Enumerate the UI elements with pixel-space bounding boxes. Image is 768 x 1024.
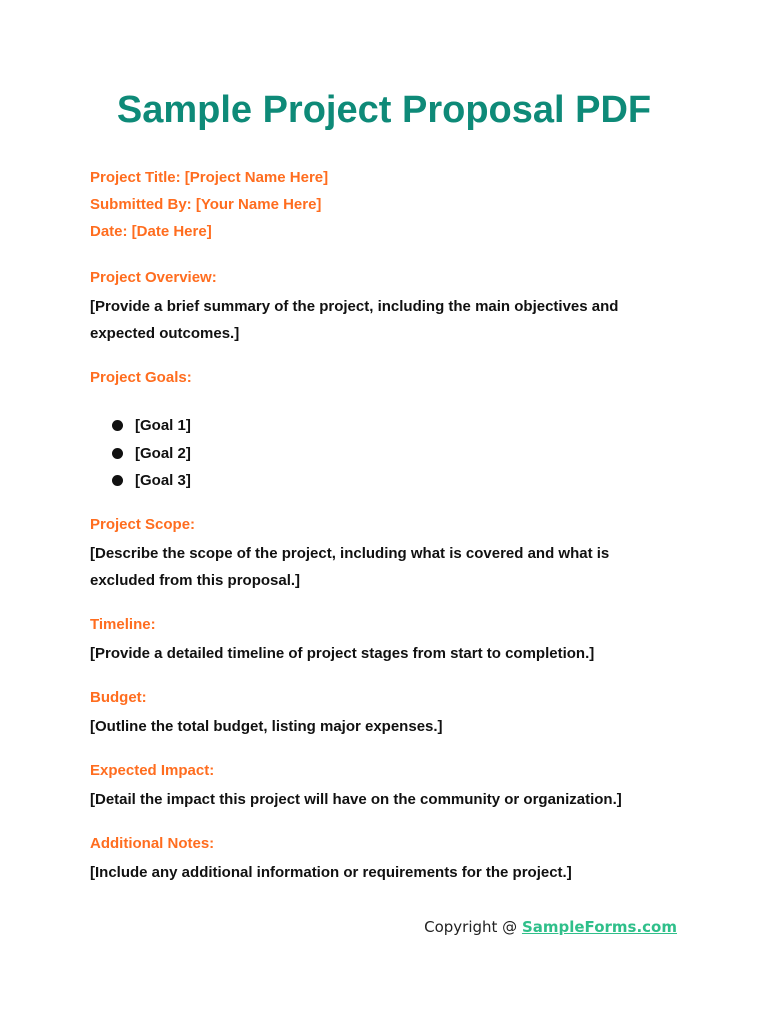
goals-section	[90, 366, 650, 390]
budget-heading: Budget:	[90, 689, 147, 706]
document-title: Sample Project Proposal PDF	[116, 89, 652, 131]
impact-heading: Expected Impact:	[90, 762, 215, 779]
overview-line-1: [Provide a brief summary of the project, including the main objectives and	[90, 298, 619, 315]
bullet-icon	[112, 475, 123, 486]
overview-text	[90, 293, 650, 347]
scope-section	[90, 513, 650, 594]
submitted-by-line: Submitted By: [Your Name Here]	[90, 196, 322, 213]
budget-section	[90, 686, 650, 740]
timeline-heading: Timeline:	[90, 616, 156, 633]
list-item: [Goal 3]	[112, 467, 191, 495]
scope-line-1: [Describe the scope of the project, including what is covered and what is	[90, 545, 610, 562]
goals-list	[112, 412, 191, 495]
copyright-prefix: Copyright @	[424, 918, 522, 936]
impact-text: [Detail the impact this project will have on the community or organization.]	[90, 791, 622, 808]
list-item: [Goal 2]	[112, 440, 191, 468]
overview-heading: Project Overview:	[90, 269, 217, 286]
list-item: [Goal 1]	[112, 412, 191, 440]
budget-text: [Outline the total budget, listing major expenses.]	[90, 718, 443, 735]
meta-block	[90, 166, 328, 247]
notes-text: [Include any additional information or requirements for the project.]	[90, 864, 572, 881]
bullet-icon	[112, 448, 123, 459]
timeline-section	[90, 613, 650, 667]
goals-heading: Project Goals:	[90, 369, 192, 386]
overview-section	[90, 266, 650, 347]
project-title-line: Project Title: [Project Name Here]	[90, 169, 329, 186]
timeline-text: [Provide a detailed timeline of project stages from start to completion.]	[90, 645, 595, 662]
notes-heading: Additional Notes:	[90, 835, 215, 852]
sampleforms-link[interactable]: SampleForms.com	[521, 918, 677, 936]
scope-line-2: excluded from this proposal.]	[90, 572, 301, 589]
notes-section	[90, 832, 650, 886]
copyright-footer	[424, 918, 677, 936]
overview-line-2: expected outcomes.]	[90, 325, 240, 342]
scope-heading: Project Scope:	[90, 516, 196, 533]
date-line: Date: [Date Here]	[90, 223, 212, 240]
bullet-icon	[112, 420, 123, 431]
impact-section	[90, 759, 650, 813]
scope-text	[90, 540, 650, 594]
